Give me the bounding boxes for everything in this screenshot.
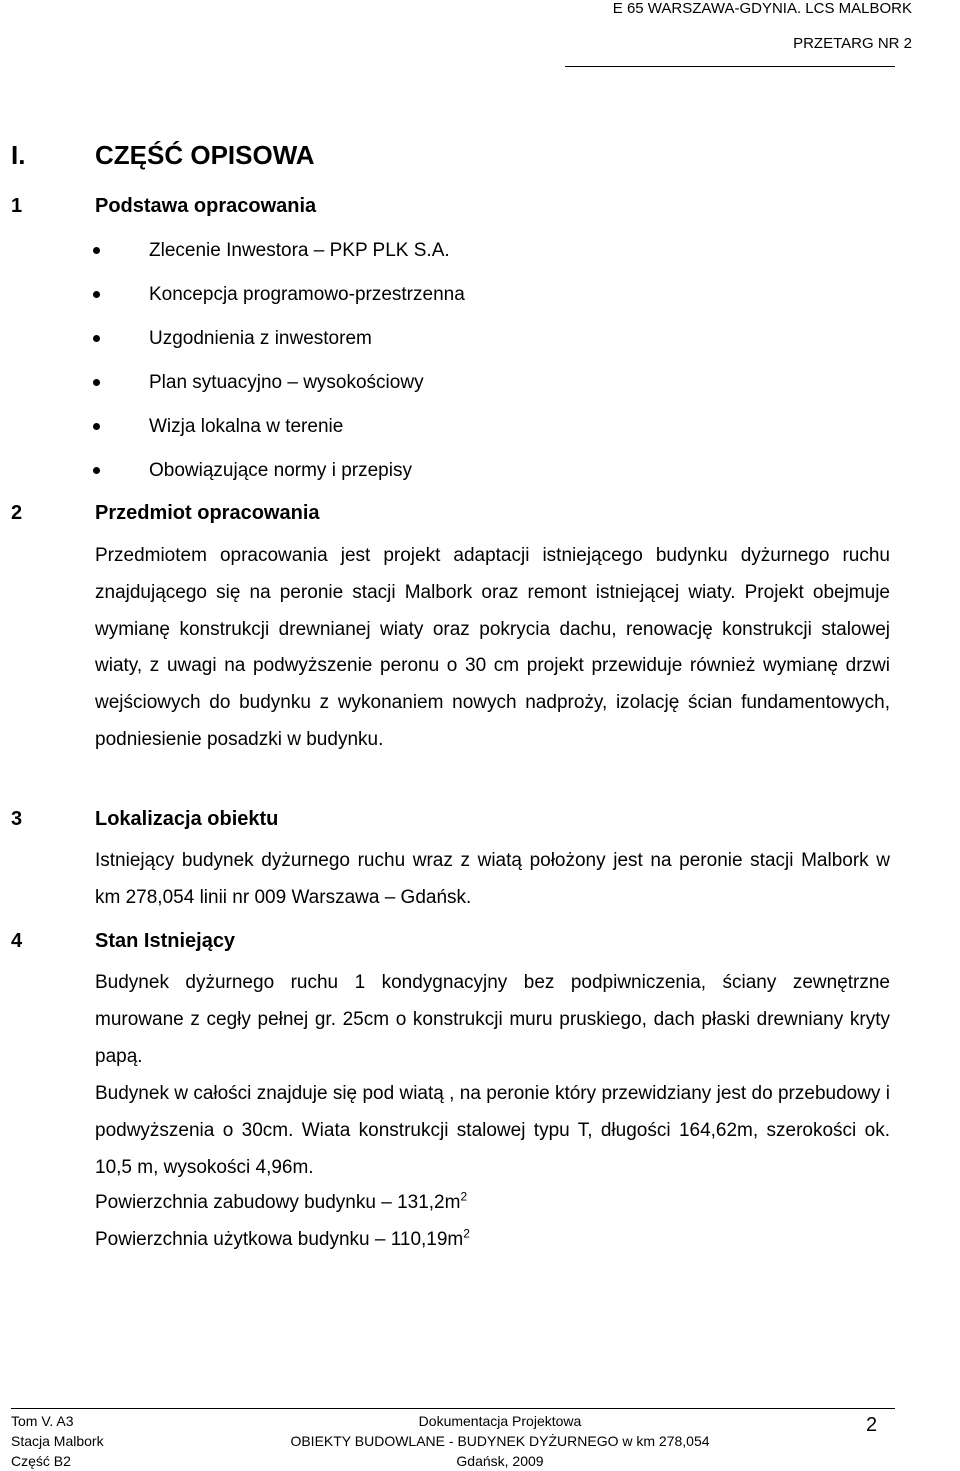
- header-title: E 65 WARSZAWA-GDYNIA. LCS MALBORK: [612, 0, 912, 17]
- header-rule: [565, 66, 895, 67]
- footer-volume: Tom V. A3: [11, 1413, 74, 1429]
- bullet-icon: [93, 467, 100, 474]
- list-item: Wizja lokalna w terenie: [149, 416, 344, 437]
- footer-object: OBIEKTY BUDOWLANE - BUDYNEK DYŻURNEGO w km 278,054: [290, 1433, 710, 1449]
- section-title: Podstawa opracowania: [95, 195, 317, 217]
- bullet-icon: [93, 423, 100, 430]
- bullet-icon: [93, 247, 100, 254]
- footer-left: [11, 1411, 104, 1471]
- bullet-icon: [93, 291, 100, 298]
- section-number: 1: [11, 195, 23, 217]
- usable-area: [95, 1226, 470, 1251]
- list-item: Zlecenie Inwestora – PKP PLK S.A.: [149, 240, 450, 261]
- list-item: Koncepcja programowo-przestrzenna: [149, 284, 465, 305]
- list-item: Obowiązujące normy i przepisy: [149, 460, 412, 481]
- footer-rule: [11, 1408, 895, 1409]
- section-paragraph: Istniejący budynek dyżurnego ruchu wraz z wiatą położony jest na peronie stacji Malbork w km 278,054 linii nr 009 Warszawa – Gdańsk.: [95, 850, 890, 908]
- footer-center: [240, 1411, 760, 1471]
- built-area-unit-exponent: 2: [460, 1189, 468, 1204]
- section-number: 4: [11, 930, 23, 952]
- section-title: Stan Istniejący: [95, 930, 236, 952]
- section-title: Przedmiot opracowania: [95, 502, 320, 524]
- header-tender-number: PRZETARG NR 2: [793, 35, 912, 52]
- bullet-icon: [93, 379, 100, 386]
- part-title: CZĘŚĆ OPISOWA: [95, 140, 315, 170]
- section-number: 3: [11, 808, 23, 830]
- section-paragraph: Budynek w całości znajduje się pod wiatą , na peronie który przewidziany jest do przebudowy i podwyższenia o 30cm. Wiata konstrukcji stalowej typu T, długości 164,62m, szerokości ok. 10,5 m, wysokości 4,96m.: [95, 1083, 890, 1178]
- footer-doc-type: Dokumentacja Projektowa: [418, 1413, 582, 1429]
- page-number: 2: [866, 1414, 878, 1436]
- section-paragraph: Przedmiotem opracowania jest projekt adaptacji istniejącego budynku dyżurnego ruchu znajdującego się na peronie stacji Malbork oraz remont istniejącej wiaty. Projekt obejmuje wymianę konstrukcji drewnianej wiaty oraz pokrycia dachu, renowację konstrukcji stalowej wiaty, z uwagi na podwyższenie peronu o 30 cm projekt przewiduje również wymianę drzwi wejściowych do budynku z wykonaniem nowych nadproży, izolację ścian fundamentowych, podniesienie posadzki w budynku.: [95, 545, 890, 750]
- part-number: I.: [11, 140, 26, 170]
- list-item: Uzgodnienia z inwestorem: [149, 328, 372, 349]
- built-area: [95, 1189, 468, 1214]
- built-area-text: Powierzchnia zabudowy budynku – 131,2m: [95, 1192, 461, 1213]
- bullet-icon: [93, 335, 100, 342]
- usable-area-unit-exponent: 2: [463, 1226, 470, 1241]
- section-number: 2: [11, 502, 23, 524]
- list-item: Plan sytuacyjno – wysokościowy: [149, 372, 424, 393]
- footer-place-date: Gdańsk, 2009: [456, 1453, 544, 1469]
- section-title: Lokalizacja obiektu: [95, 808, 279, 830]
- section-paragraph: Budynek dyżurnego ruchu 1 kondygnacyjny bez podpiwniczenia, ściany zewnętrzne murowane z cegły pełnej gr. 25cm o konstrukcji muru pruskiego, dach płaski drewniany kryty papą.: [95, 972, 890, 1067]
- usable-area-text: Powierzchnia użytkowa budynku – 110,19m: [95, 1229, 464, 1250]
- footer-station: Stacja Malbork: [11, 1433, 104, 1449]
- footer-part: Część B2: [11, 1453, 71, 1469]
